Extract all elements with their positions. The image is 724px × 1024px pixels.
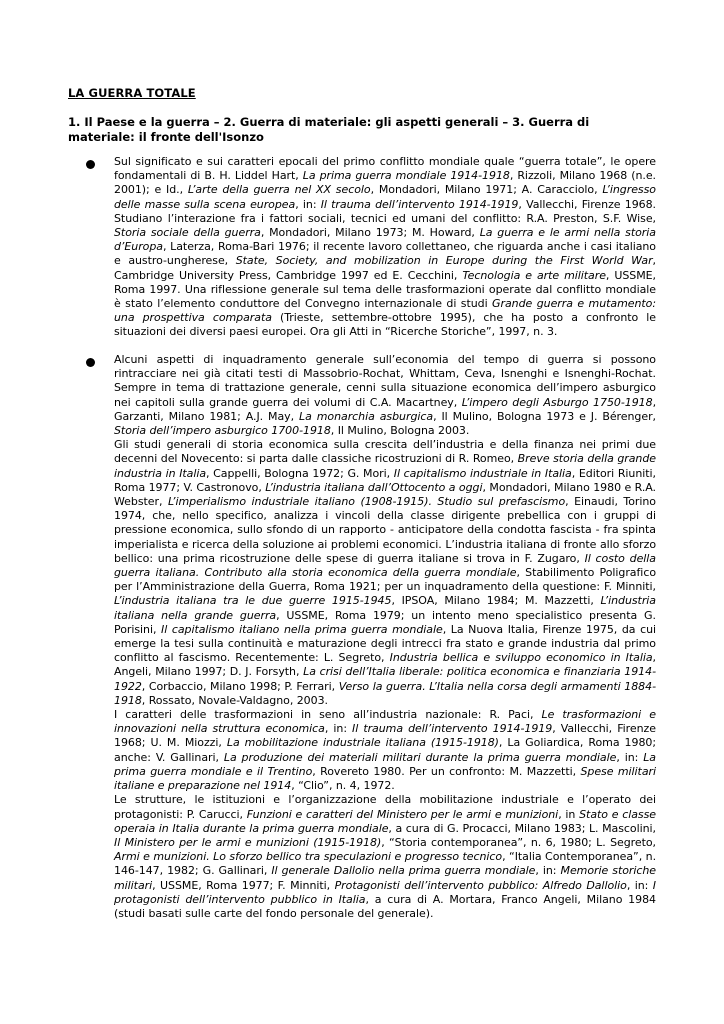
paragraph: I caratteri delle trasformazioni in seno all’industria nazionale: R. Paci, Le trasformazioni e innovazioni nella struttura economica, in: Il trauma dell’intervento 1914-1919, Vallecchi, Firenze 1968; U. M. Miozzi, La mobilitazione industriale italiana (1915-1918), La Goliardica, Roma 1980; anche: V. Gallinari, La produzione dei materiali militari durante la prima guerra mondiale, in: La prima guerra mondiale e il Trentino, Rovereto 1980. Per un confronto: M. Mazzetti, Spese militari italiane e preparazione nel 1914, “Clio”, n. 4, 1972. [114,708,656,793]
section-headings: 1. Il Paese e la guerra – 2. Guerra di materiale: gli aspetti generali – 3. Guerra di materiale: il fronte dell'Isonzo [68,115,590,144]
paragraph: Gli studi generali di storia economica sulla crescita dell’industria e della finanza nei primi due decenni del Novecento: si parta dalle classiche ricostruzioni di R. Romeo, Breve storia della grande industria in Italia, Cappelli, Bologna 1972; G. Mori, Il capitalismo industriale in Italia, Editori Riuniti, Roma 1977; V. Castronovo, L’industria italiana dall’Ottocento a oggi, Mondadori, Milano 1980 e R.A. Webster, L’imperialismo industriale italiano (1908-1915). Studio sul prefascismo, Einaudi, Torino 1974, che, nello specifico, analizza i vincoli della classe dirigente prebellica con i gruppi di pressione economica, sullo sfondo di un rapporto - anticipatore della condotta fascista - fra spinta imperialista e ricerca della soluzione ai problemi economici. L’industria italiana di fronte allo sforzo bellico: una prima ricostruzione delle spese di guerra italiane si trova in F. Zugaro, Il costo della guerra italiana. Contributo alla storia economica della guerra mondiale, Stabilimento Poligrafico per l’Amministrazione della Guerra, Roma 1921; per un inquadramento della questione: F. Minniti, L’industria italiana tra le due guerre 1915-1945, IPSOA, Milano 1984; M. Mazzetti, L’industria italiana nella grande guerra, USSME, Roma 1979; un intento meno specialistico presenta G. Porisini, Il capitalismo italiano nella prima guerra mondiale, La Nuova Italia, Firenze 1975, da cui emerge la tesi sulla continuità e maturazione degli intrecci fra stato e grande industria dal primo conflitto al fascismo. Recentemente: L. Segreto, Industria bellica e sviluppo economico in Italia, Angeli, Milano 1997; D. J. Forsyth, La crisi dell’Italia liberale: politica economica e finanziaria 1914-1922, Corbaccio, Milano 1998; P. Ferrari, Verso la guerra. L’Italia nella corsa degli armamenti 1884-1918, Rossato, Novale-Valdagno, 2003. [114,438,657,707]
paragraph: Alcuni aspetti di inquadramento generale sull’economia del tempo di guerra si possono rintracciare nei già citati testi di Massobrio-Rochat, Whittam, Ceva, Isnenghi e Isnenghi-Rochat. Sempre in tema di trattazione generale, cenni sulla situazione economica dell’impero asburgico nei capitoli sulla grande guerra dei volumi di C.A. Macartney, L’impero degli Asburgo 1750-1918, Garzanti, Milano 1981; A.J. May, La monarchia asburgica, Il Mulino, Bologna 1973 e J. Bérenger, Storia dell’impero asburgico 1700-1918, Il Mulino, Bologna 2003. [114,353,657,438]
bullet-icon [86,160,95,169]
bibliography-section-2 [114,353,656,921]
paragraph: Sul significato e sui caratteri epocali del primo conflitto mondiale quale “guerra totale”, le opere fondamentali di B. H. Liddel Hart, La prima guerra mondiale 1914-1918, Rizzoli, Milano 1968 (n.e. 2001); e Id., L’arte della guerra nel XX secolo, Mondadori, Milano 1971; A. Caracciolo, L’ingresso delle masse sulla scena europea, in: Il trauma dell’intervento 1914-1919, Vallecchi, Firenze 1968. Studiano l’interazione fra i fattori sociali, tecnici ed umani del conflitto: R.A. Preston, S.F. Wise, Storia sociale della guerra, Mondadori, Milano 1973; M. Howard, La guerra e le armi nella storia d’Europa, Laterza, Roma-Bari 1976; il recente lavoro collettaneo, che riguarda anche i casi italiano e austro-ungherese, State, Society, and mobilization in Europe during the First World War, Cambridge University Press, Cambridge 1997 ed E. Cecchini, Tecnologia e arte militare, USSME, Roma 1997. Una riflessione generale sul tema delle trasformazioni operate dal conflitto mondiale è stato l’elemento conduttore del Convegno internazionale di studi Grande guerra e mutamento: una prospettiva comparata (Trieste, settembre-ottobre 1995), che ha posto a confronto le situazioni dei diversi paesi europei. Ora gli Atti in “Ricerche Storiche”, 1997, n. 3. [114,155,656,339]
bibliography-section-1 [114,155,656,340]
paragraph: Le strutture, le istituzioni e l’organizzazione della mobilitazione industriale e l’operato dei protagonisti: P. Carucci, Funzioni e caratteri del Ministero per le armi e munizioni, in Stato e classe operaia in Italia durante la prima guerra mondiale, a cura di G. Procacci, Milano 1983; L. Mascolini, Il Ministero per le armi e munizioni (1915-1918), “Storia contemporanea”, n. 6, 1980; L. Segreto, Armi e munizioni. Lo sforzo bellico tra speculazioni e progresso tecnico, “Italia Contemporanea”, n. 146-147, 1982; G. Gallinari, Il generale Dallolio nella prima guerra mondiale, in: Memorie storiche militari, USSME, Roma 1977; F. Minniti, Protagonisti dell’intervento pubblico: Alfredo Dallolio, in: I protagonisti dell’intervento pubblico in Italia, a cura di A. Mortara, Franco Angeli, Milano 1984 (studi basati sulle carte del fondo personale del generale). [114,793,657,920]
bullet-icon [86,358,95,367]
document-title: LA GUERRA TOTALE [68,86,196,100]
